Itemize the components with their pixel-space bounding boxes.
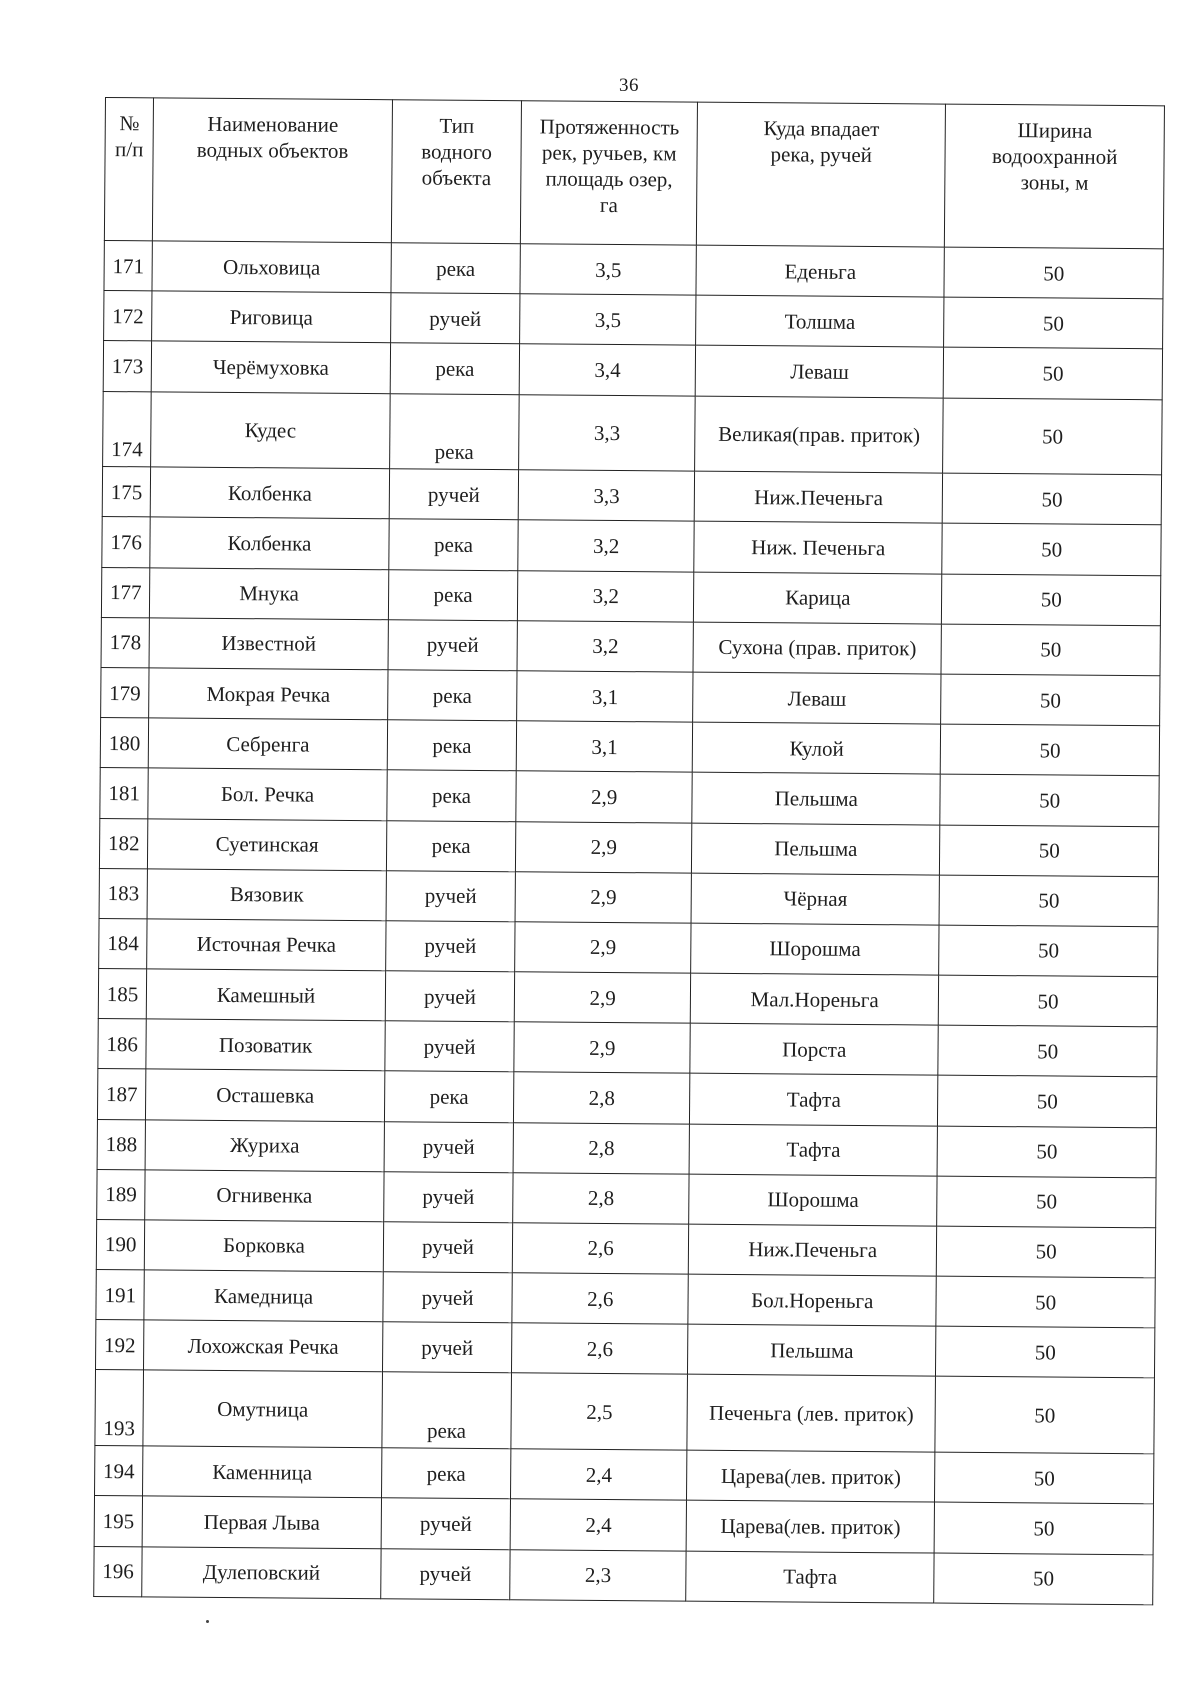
table-row — [94, 1496, 1153, 1554]
water-body-name-cell: Позоватик — [146, 1019, 385, 1071]
length-cell: 2,9 — [515, 871, 691, 923]
outflow-cell: Пельшма — [688, 1324, 937, 1376]
table-row — [104, 240, 1163, 298]
outflow-cell: Пельшма — [692, 823, 941, 875]
water-body-type-cell: река — [387, 720, 517, 771]
protection-zone-width-cell: 50 — [936, 1326, 1155, 1378]
water-body-name-cell: Камедница — [144, 1270, 383, 1322]
water-body-name-cell: Осташевка — [146, 1069, 385, 1121]
water-body-type-cell: ручей — [386, 870, 516, 921]
length-cell: 3,2 — [518, 520, 694, 572]
page-number: 36 — [619, 75, 639, 96]
row-number-cell: 192 — [96, 1320, 145, 1371]
table-row — [99, 818, 1158, 876]
water-body-type-cell: ручей — [383, 1222, 513, 1273]
water-body-type-cell: река — [386, 820, 516, 871]
water-body-name-cell: Мокрая Речка — [149, 668, 388, 720]
outflow-cell: Чёрная — [691, 873, 940, 925]
header-width-line: водоохранной — [991, 143, 1118, 169]
water-body-type-cell: ручей — [385, 921, 515, 972]
protection-zone-width-cell: 50 — [941, 724, 1160, 776]
length-cell: 2,6 — [512, 1323, 688, 1375]
length-cell: 3,4 — [520, 344, 696, 396]
length-cell: 3,2 — [517, 621, 693, 673]
protection-zone-width-cell: 50 — [936, 1276, 1155, 1328]
protection-zone-width-cell: 50 — [937, 1226, 1156, 1278]
water-body-name-cell: Черёмуховка — [152, 341, 391, 393]
outflow-cell: Ниж.Печеньга — [688, 1224, 937, 1276]
row-number-cell: 178 — [101, 617, 150, 668]
outflow-cell: Еденьга — [696, 245, 945, 297]
water-body-name-cell: Колбенка — [151, 467, 390, 519]
water-body-type-cell: ручей — [382, 1322, 512, 1373]
row-number-cell: 191 — [96, 1270, 145, 1321]
table-row — [104, 291, 1163, 349]
table-header-row — [104, 98, 1164, 249]
table-row — [96, 1270, 1155, 1328]
outflow-cell: Шорошма — [689, 1174, 938, 1226]
water-body-name-cell: Омутница — [143, 1370, 382, 1448]
row-number-cell: 179 — [101, 667, 150, 718]
length-cell: 2,9 — [514, 1022, 690, 1074]
table-row — [100, 718, 1159, 776]
header-type — [391, 100, 522, 244]
header-outflow — [696, 102, 945, 247]
outflow-cell: Пельшма — [692, 772, 941, 824]
header-width-line: Ширина — [1017, 118, 1093, 143]
table-row — [101, 667, 1160, 725]
table-row — [96, 1320, 1155, 1378]
protection-zone-width-cell: 50 — [942, 574, 1161, 626]
row-number-cell: 193 — [95, 1370, 144, 1446]
water-body-type-cell: ручей — [390, 293, 520, 344]
table-row — [99, 868, 1158, 926]
table-row — [99, 918, 1158, 976]
table-row — [102, 467, 1161, 525]
header-length-line: рек, ручьев, км — [541, 140, 677, 166]
row-number-cell: 182 — [99, 818, 148, 869]
table-row — [102, 517, 1161, 575]
header-name-line: водных объектов — [196, 137, 349, 163]
table-row — [98, 968, 1157, 1026]
protection-zone-width-cell: 50 — [938, 1075, 1157, 1127]
length-cell: 3,1 — [517, 671, 693, 723]
table-row — [95, 1370, 1155, 1454]
water-body-name-cell: Бол. Речка — [148, 768, 387, 820]
water-body-name-cell: Кудес — [151, 391, 390, 469]
outflow-cell: Тафта — [689, 1124, 938, 1176]
protection-zone-width-cell: 50 — [940, 825, 1159, 877]
table-row — [103, 341, 1162, 399]
water-body-name-cell: Суетинская — [148, 818, 387, 870]
protection-zone-width-cell: 50 — [941, 674, 1160, 726]
water-body-type-cell: ручей — [380, 1548, 510, 1600]
water-body-name-cell: Камешный — [147, 969, 386, 1021]
header-length-line: га — [599, 192, 618, 218]
outflow-cell: Ниж.Печеньга — [694, 471, 943, 523]
protection-zone-width-cell: 50 — [935, 1452, 1154, 1504]
length-cell: 2,5 — [511, 1373, 687, 1450]
outflow-cell: Печеньга (лев. приток) — [687, 1375, 936, 1453]
length-cell: 2,9 — [516, 771, 692, 823]
table-row — [97, 1069, 1156, 1127]
outflow-cell: Ниж. Печеньга — [694, 522, 943, 574]
water-body-type-cell: ручей — [385, 971, 515, 1022]
table-row — [103, 391, 1163, 475]
header-type-line: Тип — [439, 113, 475, 138]
water-body-type-cell: ручей — [389, 469, 519, 520]
header-num — [104, 98, 153, 241]
row-number-cell: 183 — [99, 868, 148, 919]
water-body-name-cell: Огнивенка — [145, 1170, 384, 1222]
table-row — [94, 1546, 1153, 1605]
length-cell: 2,9 — [515, 922, 691, 974]
row-number-cell: 175 — [102, 467, 151, 518]
header-name-line: Наименование — [207, 111, 339, 137]
outflow-cell: Мал.Нореньга — [690, 973, 939, 1025]
header-outflow-line: Куда впадает — [763, 116, 880, 142]
protection-zone-width-cell: 50 — [943, 398, 1162, 475]
header-length-line: Протяженность — [539, 114, 680, 140]
length-cell: 2,8 — [514, 1072, 690, 1124]
protection-zone-width-cell: 50 — [944, 347, 1163, 399]
water-body-type-cell: река — [389, 519, 519, 570]
row-number-cell: 188 — [97, 1119, 146, 1170]
outflow-cell: Сухона (прав. приток) — [693, 622, 942, 674]
protection-zone-width-cell: 50 — [939, 875, 1158, 927]
outflow-cell: Карица — [693, 572, 942, 624]
outflow-cell: Царева(лев. приток) — [686, 1500, 935, 1552]
header-width-line: зоны, м — [1020, 170, 1089, 195]
length-cell: 3,1 — [517, 721, 693, 773]
row-number-cell: 181 — [100, 768, 149, 819]
outflow-cell: Кулой — [692, 722, 941, 774]
row-number-cell: 185 — [98, 968, 147, 1019]
water-body-name-cell: Риговица — [152, 291, 391, 343]
row-number-cell: 177 — [101, 567, 150, 618]
row-number-cell: 173 — [103, 341, 152, 392]
row-number-cell: 186 — [98, 1019, 147, 1070]
water-body-type-cell: река — [387, 670, 517, 721]
outflow-cell: Шорошма — [691, 923, 940, 975]
row-number-cell: 176 — [102, 517, 151, 568]
water-body-type-cell: река — [391, 243, 521, 294]
row-number-cell: 190 — [96, 1219, 145, 1270]
length-cell: 2,6 — [513, 1223, 689, 1275]
water-bodies-table — [93, 97, 1165, 1605]
protection-zone-width-cell: 50 — [942, 524, 1161, 576]
protection-zone-width-cell: 50 — [934, 1502, 1153, 1554]
scan-speck — [206, 1620, 209, 1623]
water-body-name-cell: Себренга — [149, 718, 388, 770]
protection-zone-width-cell: 50 — [937, 1126, 1156, 1178]
water-body-name-cell: Каменница — [143, 1446, 382, 1498]
protection-zone-width-cell: 50 — [934, 1553, 1153, 1605]
outflow-cell: Великая(прав. приток) — [695, 396, 944, 474]
outflow-cell: Леваш — [695, 345, 944, 397]
outflow-cell: Тафта — [690, 1073, 939, 1125]
header-type-line: объекта — [421, 165, 492, 191]
water-body-type-cell: ручей — [381, 1498, 511, 1549]
water-body-name-cell: Первая Лыва — [142, 1496, 381, 1548]
table-row — [100, 768, 1159, 826]
row-number-cell: 172 — [104, 291, 153, 342]
row-number-cell: 180 — [100, 718, 149, 769]
water-body-type-cell: река — [381, 1448, 511, 1499]
water-body-type-cell: река — [390, 343, 520, 394]
water-body-name-cell: Источная Речка — [147, 919, 386, 971]
outflow-cell: Бол.Нореньга — [688, 1274, 937, 1326]
water-body-type-cell: ручей — [388, 620, 518, 671]
length-cell: 2,4 — [510, 1499, 686, 1551]
table-row — [96, 1219, 1155, 1277]
protection-zone-width-cell: 50 — [943, 473, 1162, 525]
water-body-name-cell: Вязовик — [147, 869, 386, 921]
table-row — [101, 617, 1160, 675]
table-row — [101, 567, 1160, 625]
protection-zone-width-cell: 50 — [941, 624, 1160, 676]
protection-zone-width-cell: 50 — [944, 247, 1163, 299]
length-cell: 2,8 — [513, 1172, 689, 1224]
header-length — [521, 101, 698, 245]
protection-zone-width-cell: 50 — [935, 1376, 1154, 1453]
protection-zone-width-cell: 50 — [939, 975, 1158, 1027]
protection-zone-width-cell: 50 — [944, 297, 1163, 349]
length-cell: 2,4 — [511, 1449, 687, 1501]
water-body-type-cell: ручей — [383, 1171, 513, 1222]
protection-zone-width-cell: 50 — [937, 1176, 1156, 1228]
length-cell: 2,6 — [512, 1273, 688, 1325]
header-name — [153, 98, 392, 243]
water-body-type-cell: река — [387, 770, 517, 821]
protection-zone-width-cell: 50 — [939, 925, 1158, 977]
length-cell: 3,5 — [520, 294, 696, 346]
table-row — [95, 1446, 1154, 1504]
protection-zone-width-cell: 50 — [940, 774, 1159, 826]
header-outflow-line: река, ручей — [770, 142, 873, 168]
length-cell: 3,5 — [520, 244, 696, 296]
header-type-line: водного — [421, 139, 493, 165]
outflow-cell: Леваш — [693, 672, 942, 724]
protection-zone-width-cell: 50 — [938, 1025, 1157, 1077]
header-num-line: п/п — [114, 137, 144, 162]
water-body-type-cell: река — [389, 393, 519, 470]
water-body-name-cell: Борковка — [145, 1220, 384, 1272]
row-number-cell: 194 — [95, 1446, 144, 1497]
outflow-cell: Толшма — [696, 295, 945, 347]
length-cell: 2,8 — [513, 1122, 689, 1174]
row-number-cell: 184 — [99, 918, 148, 969]
length-cell: 3,3 — [519, 470, 695, 522]
row-number-cell: 174 — [103, 391, 152, 467]
table-body — [94, 240, 1164, 1604]
water-body-name-cell: Ольховица — [152, 241, 391, 293]
water-body-type-cell: река — [382, 1372, 512, 1449]
outflow-cell: Порста — [690, 1023, 939, 1075]
water-body-name-cell: Журиха — [145, 1119, 384, 1171]
outflow-cell: Царева(лев. приток) — [687, 1450, 936, 1502]
length-cell: 3,2 — [518, 570, 694, 622]
row-number-cell: 196 — [94, 1546, 143, 1597]
water-body-name-cell: Лохожская Речка — [144, 1320, 383, 1372]
row-number-cell: 189 — [97, 1169, 146, 1220]
water-body-name-cell: Дулеповский — [142, 1546, 381, 1598]
table-row — [98, 1019, 1157, 1077]
table-row — [97, 1119, 1156, 1177]
row-number-cell: 195 — [94, 1496, 143, 1547]
water-body-name-cell: Известной — [149, 618, 388, 670]
length-cell: 2,3 — [510, 1549, 686, 1601]
water-body-type-cell: река — [388, 569, 518, 620]
header-width — [945, 104, 1165, 249]
header-length-line: площадь озер, — [545, 166, 673, 192]
water-body-type-cell: река — [384, 1071, 514, 1122]
table-row — [97, 1169, 1156, 1227]
length-cell: 3,3 — [519, 394, 695, 471]
outflow-cell: Тафта — [686, 1551, 935, 1603]
water-body-type-cell: ручей — [385, 1021, 515, 1072]
length-cell: 2,9 — [516, 821, 692, 873]
row-number-cell: 187 — [97, 1069, 146, 1120]
water-body-type-cell: ручей — [384, 1121, 514, 1172]
row-number-cell: 171 — [104, 240, 153, 291]
water-body-name-cell: Мнука — [150, 568, 389, 620]
water-body-name-cell: Колбенка — [150, 517, 389, 569]
water-body-type-cell: ручей — [383, 1272, 513, 1323]
header-num-line: № — [119, 111, 140, 136]
length-cell: 2,9 — [515, 972, 691, 1024]
